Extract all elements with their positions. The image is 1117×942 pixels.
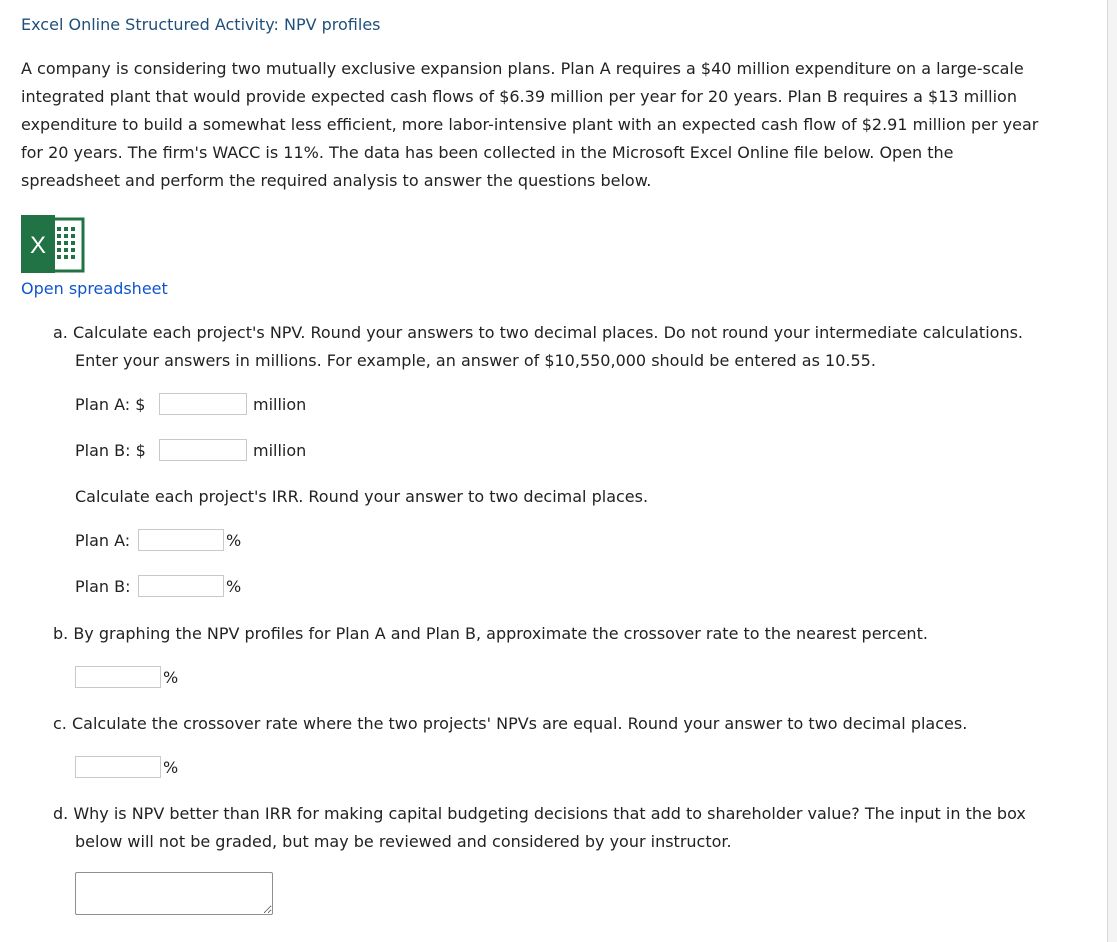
npv-plan-b-unit: million [253,441,307,460]
part-a-instruction-line: a. Calculate each project's NPV. Round your answers to two decimal places. Do not round your intermediate calculations. [53,323,1023,342]
npv-plan-b-label: Plan B: $ [75,441,146,460]
problem-description [21,55,1061,195]
part-d-instruction-line: d. Why is NPV better than IRR for making capital budgeting decisions that add to shareholder value? The input in the box [53,804,1026,823]
crossover-exact-unit: % [163,758,179,777]
intro-line: for 20 years. The firm's WACC is 11%. The data has been collected in the Microsoft Excel Online file below. Open the [21,143,954,162]
npv-plan-a-input[interactable] [159,393,247,415]
excel-icon[interactable] [21,215,85,273]
crossover-approx-input[interactable] [75,666,161,688]
crossover-approx-unit: % [163,668,179,687]
irr-plan-b-label: Plan B: [75,577,131,596]
irr-plan-a-label: Plan A: [75,531,131,550]
irr-plan-b-unit: % [226,577,242,596]
npv-plan-b-input[interactable] [159,439,247,461]
npv-plan-a-unit: million [253,395,307,414]
irr-plan-a-unit: % [226,531,242,550]
intro-line: integrated plant that would provide expected cash flows of $6.39 million per year for 20 years. Plan B requires a $13 million [21,87,1017,106]
crossover-exact-input[interactable] [75,756,161,778]
irr-plan-a-input[interactable] [138,529,224,551]
open-spreadsheet-link[interactable]: Open spreadsheet [21,279,168,298]
part-b-instruction: b. By graphing the NPV profiles for Plan A and Plan B, approximate the crossover rate to the nearest percent. [53,624,928,643]
npv-plan-a-label: Plan A: $ [75,395,146,414]
part-c-instruction: c. Calculate the crossover rate where the two projects' NPVs are equal. Round your answer to two decimal places. [53,714,968,733]
part-d-instruction [53,800,1053,856]
page-scrollbar[interactable] [1107,0,1117,942]
intro-line: expenditure to build a somewhat less efficient, more labor-intensive plant with an expected cash flow of $2.91 million per year [21,115,1039,134]
intro-line: spreadsheet and perform the required analysis to answer the questions below. [21,171,652,190]
page-title: Excel Online Structured Activity: NPV profiles [21,15,381,34]
part-d-instruction-line: below will not be graded, but may be reviewed and considered by your instructor. [75,832,732,851]
irr-instruction: Calculate each project's IRR. Round your answer to two decimal places. [75,487,649,506]
part-a-instruction-line: Enter your answers in millions. For example, an answer of $10,550,000 should be entered as 10.55. [75,351,876,370]
npv-vs-irr-textarea[interactable] [75,872,273,915]
irr-plan-b-input[interactable] [138,575,224,597]
intro-line: A company is considering two mutually exclusive expansion plans. Plan A requires a $40 million expenditure on a large-scale [21,59,1024,78]
excel-icon-letter: X [29,232,47,259]
part-a-instruction [53,319,1053,375]
